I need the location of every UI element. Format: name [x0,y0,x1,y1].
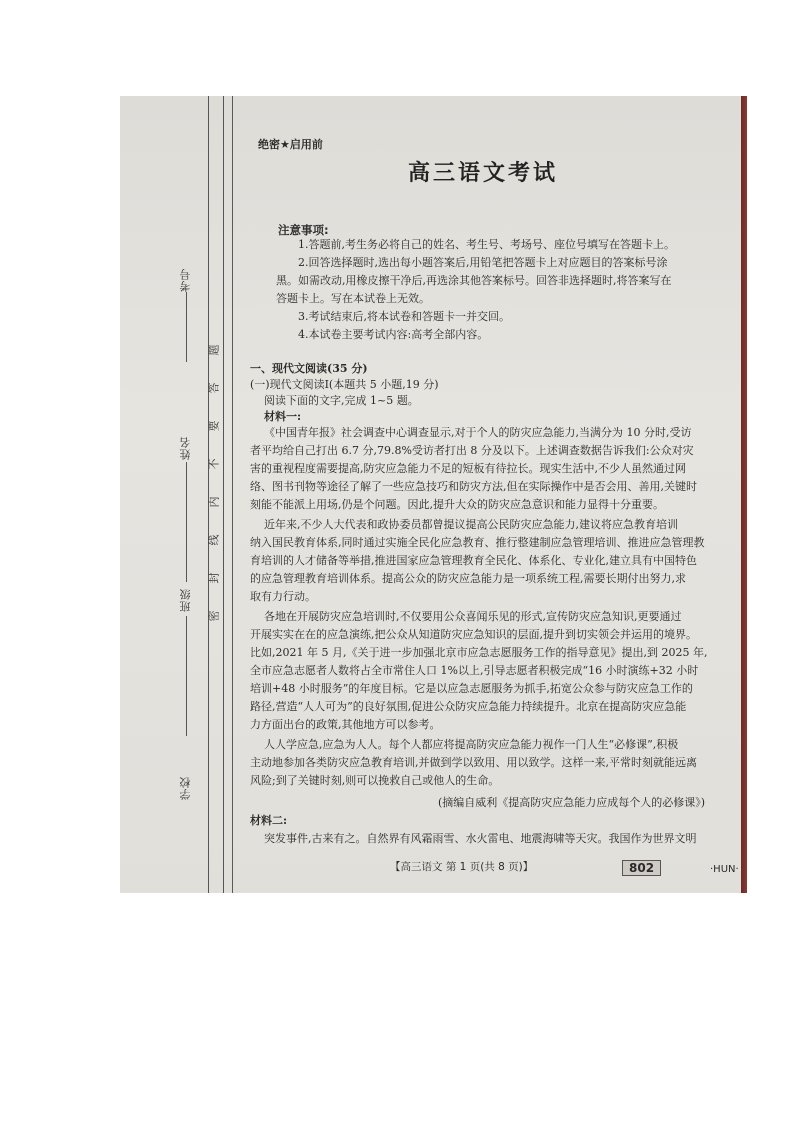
body-line: 刻能不能派上用场,仍是个问题。因此,提升大众的防灾应急意识和能力显得十分重要。 [250,498,664,511]
name-field: 姓名 [179,436,192,460]
body-line: 路径,营造“人人可为”的良好氛围,促进公众防灾应急能力持续提升。北京在提高防灾应急能 [250,700,687,713]
subsection-heading: (一)现代文阅读Ⅰ(本题共 5 小题,19 分) [250,378,439,391]
body-line: 培训+48 小时服务”的年度目标。它是以应急志愿服务为抓手,拓宽公众参与防灾应急工作的 [250,682,693,695]
notice-line: 答题卡上。写在本试卷上无效。 [276,292,430,305]
body-line: 各地在开展防灾应急培训时,不仅要用公众喜闻乐见的形式,宣传防灾应急知识,更要通过 [264,610,682,623]
material-heading: 材料一: [264,410,302,423]
seal-char: 内 [207,496,221,508]
name-line [186,462,187,582]
seal-char: 答 [207,382,221,394]
notice-line: 黑。如需改动,用橡皮擦干净后,再选涂其他答案标号。回答非选择题时,将答案写在 [276,274,672,287]
instruction-line: 阅读下面的文字,完成 1~5 题。 [264,394,419,407]
page-content [250,96,742,893]
seal-char: 密 [207,610,221,622]
material-heading: 材料二: [250,814,288,827]
body-line: 害的重视程度需要提高,防灾应急能力不足的短板有待拉长。现实生活中,不少人虽然通过网 [250,462,686,475]
body-line: 开展实实在在的应急演练,把公众从知道防灾应急知识的层面,提升到切实领会并运用的境界。 [250,628,697,641]
body-line: 人人学应急,应急为人人。每个人都应将提高防灾应急能力视作一门人生“必修课”,积极 [264,738,679,751]
body-line: 育培训的人才储备等举措,推进国家应急管理教育全民化、体系化、专业化,建立具有中国特色 [250,554,697,567]
class-field: 班级 [179,588,192,612]
body-line: 的应急管理教育培训体系。提高公众的防灾应急能力是一项系统工程,需要长期付出努力,求 [250,572,686,585]
source-citation: (摘编自威利《提高防灾应急能力应成每个人的必修课》) [438,796,706,809]
seal-line-inner [223,96,224,893]
body-line: 者平均给自己打出 6.7 分,79.8%受访者打出 8 分及以下。上述调查数据告诉我们:公众对灾 [250,444,694,457]
body-line: 《中国青年报》社会调查中心调查显示,对于个人的防灾应急能力,当满分为 10 分时,受访 [264,426,692,439]
body-line: 近年来,不少人大代表和政协委员都曾提议提高公民防灾应急能力,建议将应急教育培训 [264,518,678,531]
seal-char: 线 [207,534,221,546]
class-line [186,616,187,736]
body-line: 突发事件,古来有之。自然界有风霜雨雪、水火雷电、地震海啸等天灾。我国作为世界文明 [264,832,697,845]
body-line: 纳入国民教育体系,同时通过实施全民化应急教育、推行整建制应急管理培训、推进应急管理教 [250,536,705,549]
exam-photo [120,96,747,893]
body-line: 比如,2021 年 5 月,《关于进一步加强北京市应急志愿服务工作的指导意见》提出,到 2025 年, [250,646,708,659]
region-code: ·HUN· [710,864,739,875]
seal-char: 不 [207,458,221,470]
notice-line: 3.考试结束后,将本试卷和答题卡一并交回。 [298,310,510,323]
notice-heading: 注意事项: [278,223,329,237]
school-field: 学校 [179,776,192,800]
seal-char: 要 [207,420,221,432]
confidential-label: 绝密★启用前 [258,138,323,151]
notice-line: 1.答题前,考生务必将自己的姓名、考生号、考场号、座位号填写在答题卡上。 [298,238,675,251]
body-line: 主动地参加各类防灾应急教育培训,并做到学以致用、用以致学。这样一来,平常时刻就能远离 [250,756,697,769]
notice-line: 2.回答选择题时,选出每小题答案后,用铅笔把答题卡上对应题目的答案标号涂 [298,256,668,269]
section-heading: 一、现代文阅读(35 分) [250,362,368,375]
body-line: 络、图书刊物等途径了解了一些应急技巧和防灾方法,但在实际操作中是否会用、善用,关键时 [250,480,697,493]
body-line: 取有力行动。 [250,590,316,603]
exam-code-badge: 802 [622,860,661,876]
binding-margin [120,96,233,893]
seal-char: 题 [207,344,221,356]
exam-number-field: 考号 [179,268,192,292]
body-line: 力方面出台的政策,其他地方可以参考。 [250,718,441,731]
exam-number-line [186,292,187,362]
seal-char: 封 [207,572,221,584]
page-number: 【高三语文 第 1 页(共 8 页)】 [390,861,534,873]
page-title: 高三语文考试 [408,161,559,186]
body-line: 风险;到了关键时刻,则可以挽救自己或他人的生命。 [250,774,500,787]
body-line: 全市应急志愿者人数将占全市常住人口 1%以上,引导志愿者积极完成“16 小时演练+32 小时 [250,664,699,677]
notice-line: 4.本试卷主要考试内容:高考全部内容。 [298,328,489,341]
